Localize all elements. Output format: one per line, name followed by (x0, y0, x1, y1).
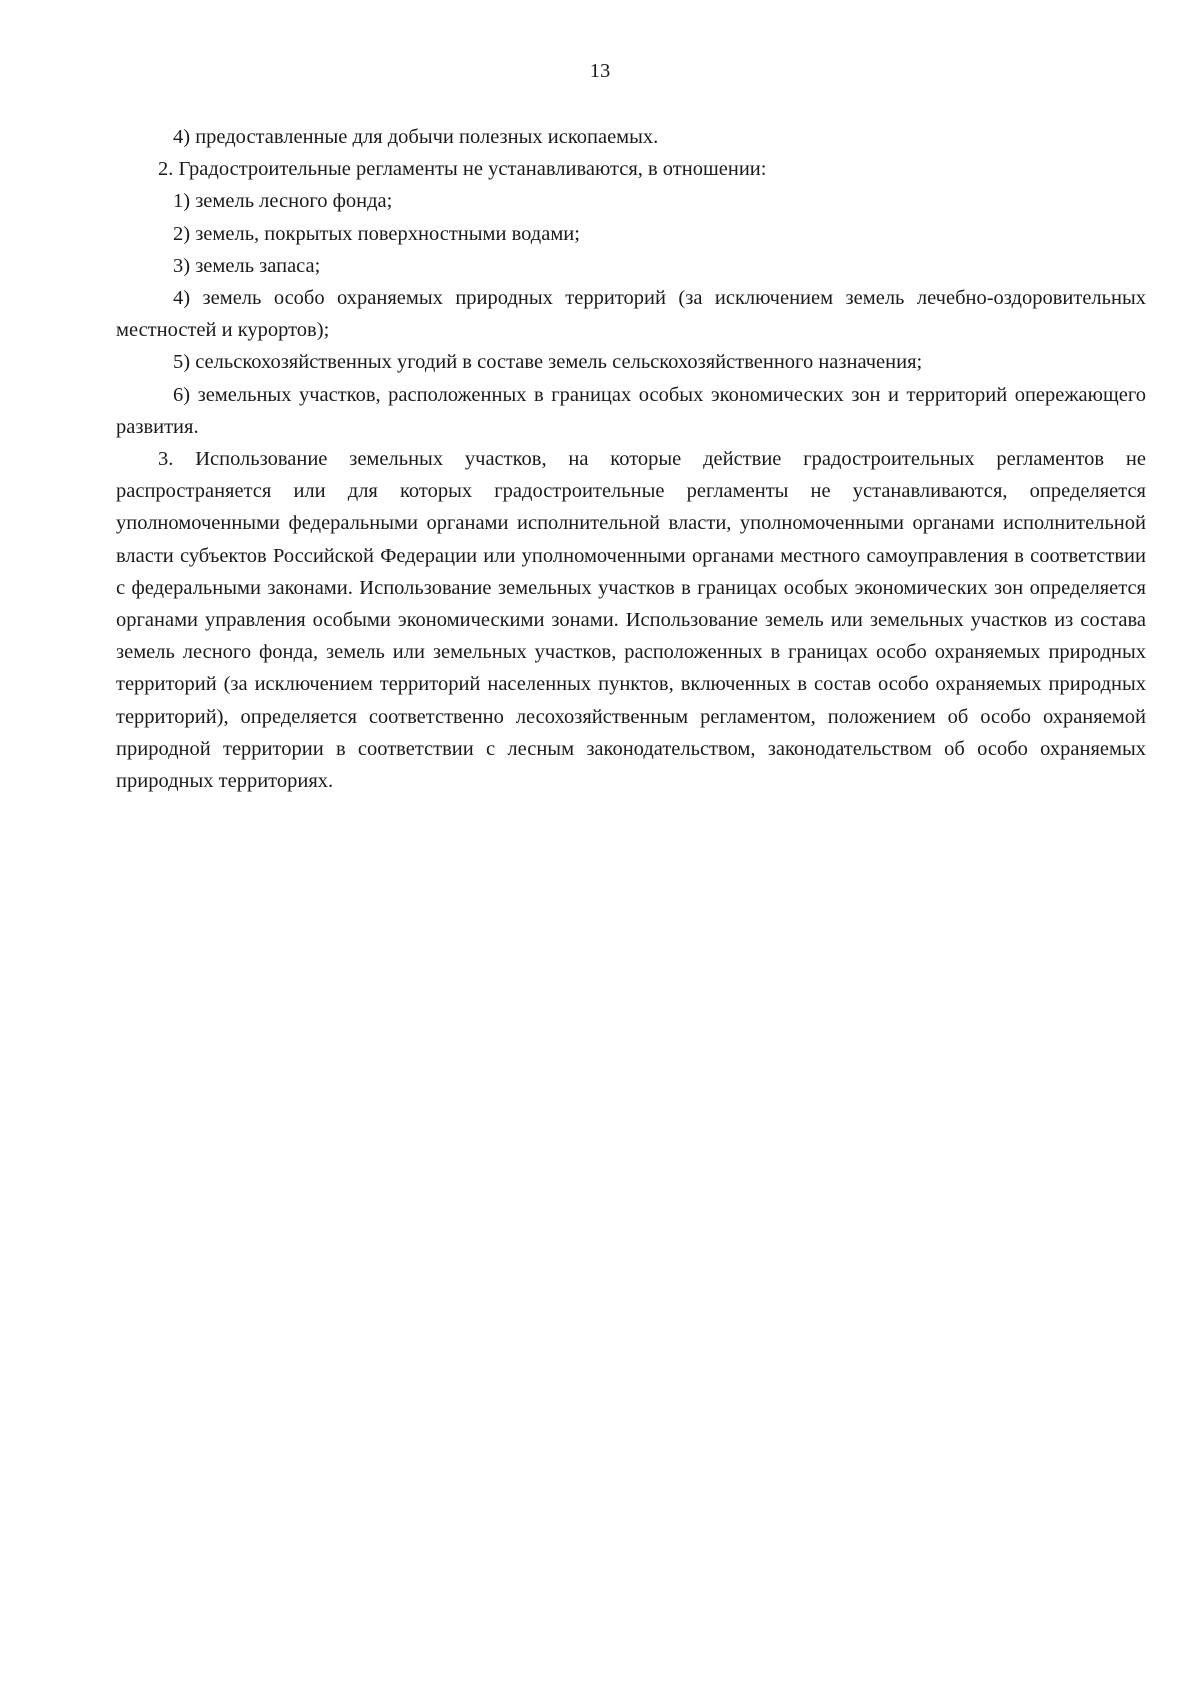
list-item-protected-territories: 4) земель особо охраняемых природных территорий (за исключением земель лечебно-оздоровительных местностей и курортов); (116, 287, 1146, 342)
list-item-agricultural-lands: 5) сельскохозяйственных угодий в составе земель сельскохозяйственного назначения; (173, 351, 923, 374)
section-2-heading: 2. Градостроительные регламенты не устанавливаются, в отношении: (158, 158, 767, 181)
list-item-surface-waters: 2) земель, покрытых поверхностными водами; (173, 222, 580, 245)
page-number: 13 (589, 60, 611, 82)
list-item-mining: 4) предоставленные для добычи полезных ископаемых. (173, 126, 659, 148)
list-item-reserve-lands: 3) земель запаса; (173, 254, 321, 277)
list-item-forest-fund: 1) земель лесного фонда; (173, 190, 393, 213)
list-item-economic-zones: 6) земельных участков, расположенных в границах особых экономических зон и территорий опережающего развития. (116, 383, 1146, 438)
section-3-paragraph: 3. Использование земельных участков, на которые действие градостроительных регламентов не распространяется или для которых градостроительные регламенты не устанавливаются, определяется уполномоченными федеральными органами исполнительной власти, уполномоченными органами исполнительной власти субъектов Российской Федерации или уполномоченными органами местного самоуправления в соответствии с федеральными законами. Использование земельных участков в границах особых экономических зон определяется органами управления особыми экономическими зонами. Использование земель или земельных участков из состава земель лесного фонда, земель или земельных участков, расположенных в границах особо охраняемых природных территорий (за исключением территорий населенных пунктов, включенных в состав особо охраняемых природных территорий), определяется соответственно лесохозяйственным регламентом, положением об особо охраняемой природной территории в соответствии с лесным законодательством, законодательством об особо охраняемых природных территориях. (116, 448, 1146, 793)
document-body (116, 121, 1146, 797)
